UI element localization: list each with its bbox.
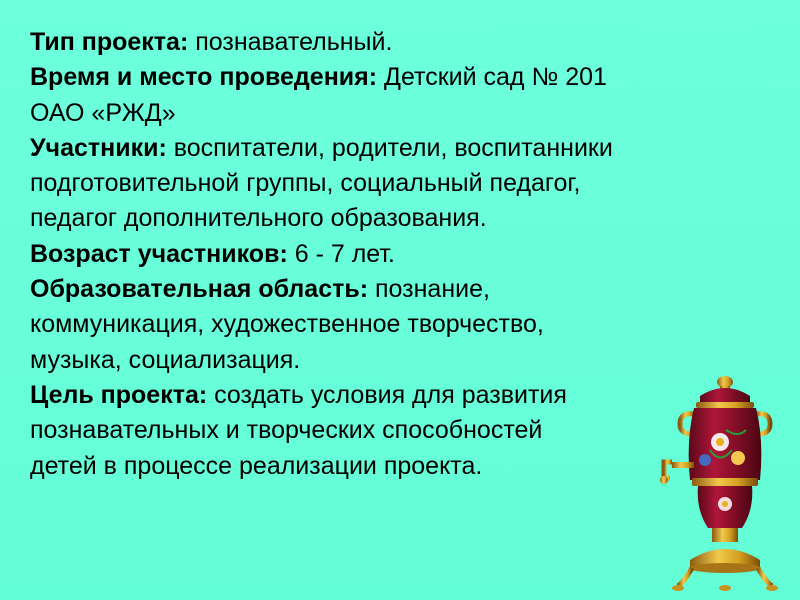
value-goal-cont-1: познавательных и творческих способностей: [30, 416, 543, 445]
value-goal-cont-2: детей в процессе реализации проекта.: [30, 451, 483, 480]
line-area-cont-1: [30, 307, 770, 342]
line-participants-cont-2: [30, 201, 770, 236]
line-participants: [30, 131, 770, 166]
label-age: Возраст участников:: [30, 239, 288, 268]
label-participants: Участники:: [30, 133, 167, 162]
label-project-type: Тип проекта:: [30, 28, 189, 56]
value-project-type: познавательный.: [188, 28, 393, 56]
value-participants-cont-2: педагог дополнительного образования.: [30, 204, 487, 233]
value-time-place-cont: ОАО «РЖД»: [30, 98, 176, 127]
value-participants: воспитатели, родители, воспитанники: [166, 133, 613, 162]
line-age: [30, 237, 770, 272]
value-participants-cont-1: подготовительной группы, социальный педагог,: [30, 169, 581, 198]
line-time-place-cont: [30, 96, 770, 131]
value-goal: создать условия для развития: [207, 380, 567, 409]
label-area: Образовательная область:: [30, 275, 369, 304]
line-time-place: [30, 60, 770, 95]
line-participants-cont-1: [30, 166, 770, 201]
value-area-cont-2: музыка, социализация.: [30, 345, 301, 374]
value-area-cont-1: коммуникация, художественное творчество,: [30, 310, 544, 339]
line-project-type: [30, 25, 770, 60]
value-time-place: Детский сад № 201: [377, 63, 607, 92]
label-time-place: Время и место проведения:: [30, 63, 378, 92]
samovar-icon: [650, 350, 800, 600]
label-goal: Цель проекта:: [30, 380, 208, 409]
line-area: [30, 272, 770, 307]
value-area: познание,: [368, 275, 490, 304]
value-age: 6 - 7 лет.: [287, 239, 395, 268]
